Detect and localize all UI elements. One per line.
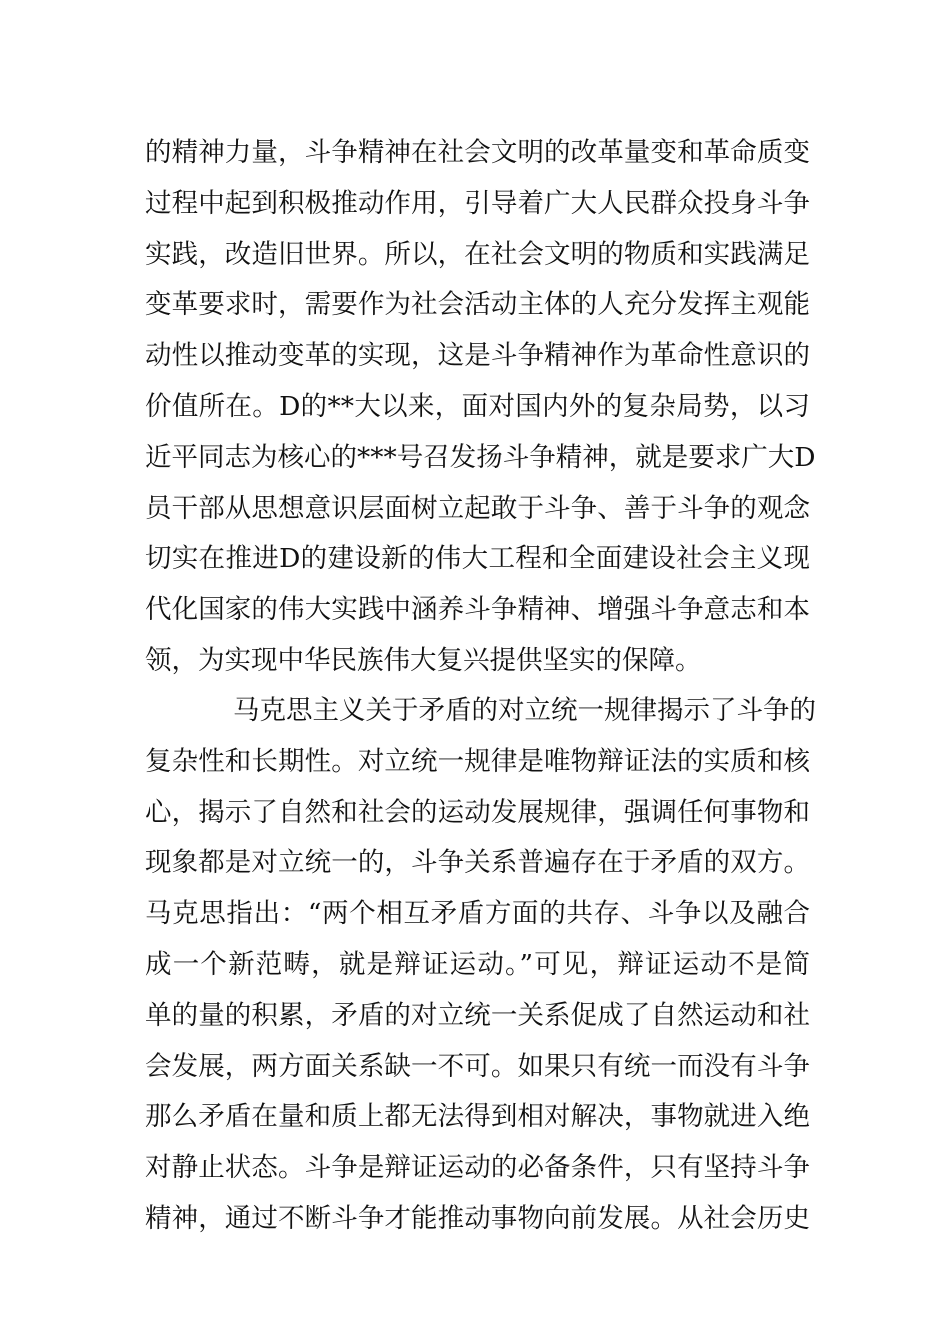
paragraph-line: 代化国家的伟大实践中涵养斗争精神、增强斗争意志和本	[145, 594, 810, 626]
paragraph-line: 成一个新范畴，就是辩证运动。”可见，辩证运动不是简	[145, 948, 810, 980]
paragraph-line: 马克思主义关于矛盾的对立统一规律揭示了斗争的	[233, 695, 816, 726]
paragraph-1	[145, 128, 816, 687]
paragraph-line: 领，为实现中华民族伟大复兴提供坚实的保障。	[145, 644, 702, 676]
paragraph-line: 现象都是对立统一的，斗争关系普遍存在于矛盾的双方。	[145, 847, 810, 879]
paragraph-line: 过程中起到积极推动作用，引导着广大人民群众投身斗争	[145, 187, 810, 219]
paragraph-line: 价值所在。D的**大以来，面对国内外的复杂局势，以习	[145, 390, 810, 422]
paragraph-line: 那么矛盾在量和质上都无法得到相对解决，事物就进入绝	[145, 1101, 810, 1133]
paragraph-line: 动性以推动变革的实现，这是斗争精神作为革命性意识的	[145, 340, 810, 372]
paragraph-line: 变革要求时，需要作为社会活动主体的人充分发挥主观能	[145, 289, 810, 321]
paragraph-line: 近平同志为核心的***号召发扬斗争精神，就是要求广大D	[145, 441, 816, 473]
paragraph-line: 单的量的积累，矛盾的对立统一关系促成了自然运动和社	[145, 999, 810, 1031]
paragraph-line: 精神，通过不断斗争才能推动事物向前发展。从社会历史	[145, 1202, 810, 1234]
paragraph-line: 的精神力量，斗争精神在社会文明的改革量变和革命质变	[145, 137, 810, 168]
paragraph-line: 对静止状态。斗争是辩证运动的必备条件，只有坚持斗争	[145, 1152, 810, 1184]
paragraph-line: 切实在推进D的建设新的伟大工程和全面建设社会主义现	[145, 543, 810, 575]
paragraph-line: 会发展，两方面关系缺一不可。如果只有统一而没有斗争	[145, 1050, 810, 1082]
paragraph-line: 心，揭示了自然和社会的运动发展规律，强调任何事物和	[145, 796, 810, 828]
paragraph-line: 实践，改造旧世界。所以，在社会文明的物质和实践满足	[145, 238, 810, 270]
paragraph-2	[145, 686, 816, 1245]
paragraph-line: 复杂性和长期性。对立统一规律是唯物辩证法的实质和核	[145, 745, 810, 777]
paragraph-line: 员干部从思想意识层面树立起敢于斗争、善于斗争的观念	[145, 492, 810, 524]
paragraph-line: 马克思指出：“两个相互矛盾方面的共存、斗争以及融合	[145, 898, 810, 930]
